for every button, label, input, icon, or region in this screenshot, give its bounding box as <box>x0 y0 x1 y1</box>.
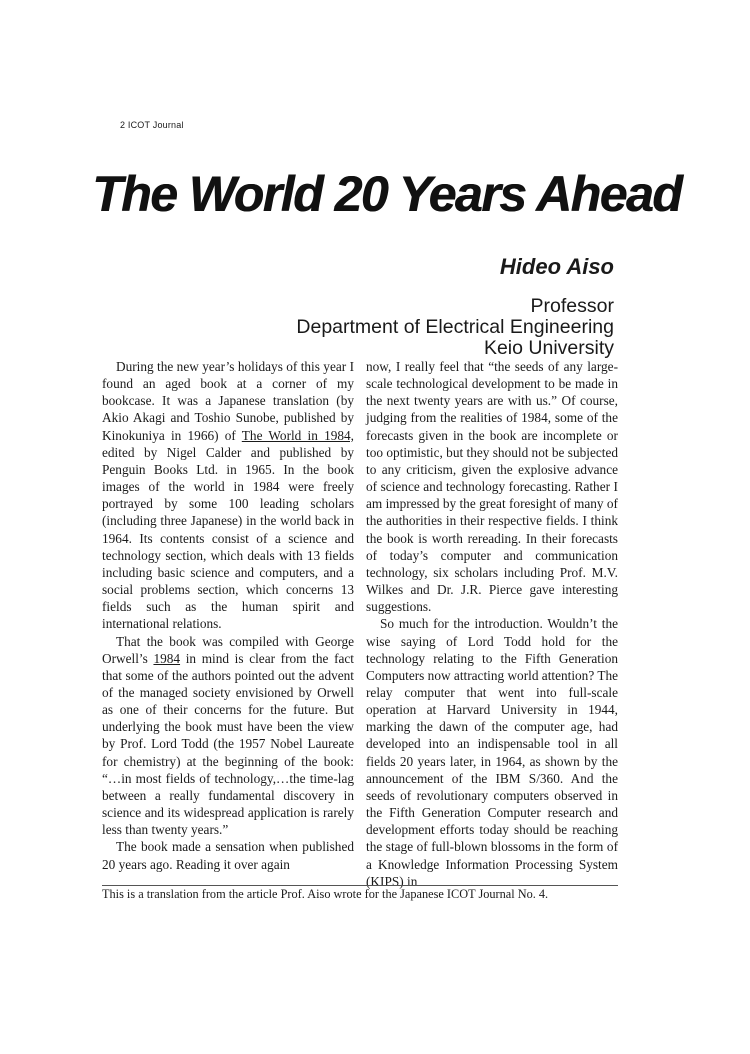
paragraph: So much for the introduction. Wouldn’t the wise saying of Lord Todd hold for the technology relating to the Fifth Generation Computers now attracting world attention? The relay computer that went into full-scale operation at Harvard University in 1944, marking the dawn of the computer age, had developed into an indispensable tool in all fields 20 years later, in 1964, as shown by the announcement of the IBM S/360. And the seeds of revolutionary computers observed in the Fifth Generation Computer research and development efforts today should be reaching the stage of full-blown blossoms in the form of a Knowledge Information Processing System (KIPS) in <box>366 616 618 889</box>
paragraph: The book made a sensation when published 20 years ago. Reading it over again <box>102 839 354 872</box>
book-title: 1984 <box>153 650 181 666</box>
paragraph: That the book was compiled with George Orwell’s 1984 in mind is clear from the fact that some of the authors pointed out the advent of the managed society envisioned by Orwell as one of their concerns for the future. But underlying the book must have been the view by Prof. Lord Todd (the 1957 Nobel Laureate for chemistry) at the beginning of the book: “…in most fields of technology,…the time-lag between a really fundamental discovery in science and its widespread application is rarely less than twenty years.” <box>102 633 354 838</box>
footnote: This is a translation from the article Prof. Aiso wrote for the Japanese ICOT Journal No. 4. <box>102 887 549 901</box>
body-column-left <box>102 358 354 873</box>
author-position: Professor <box>530 295 614 317</box>
paragraph: During the new year’s holidays of this year I found an aged book at a corner of my bookcase. It was a Japanese translation (by Akio Akagi and Toshio Sunobe, published by Kinokuniya in 1966) of The World in 1984, edited by Nigel Calder and published by Penguin Books Ltd. in 1965. In the book images of the world in 1984 were freely portrayed by some 100 leading scholars (including three Japanese) in the world back in 1964. Its contents consist of a science and technology section, which deals with 13 fields including basic science and computers, and a social problems section, which concerns 13 fields such as the human spirit and international relations. <box>102 359 354 632</box>
author-university: Keio University <box>483 337 614 359</box>
article-title: The World 20 Years Ahead <box>92 166 682 222</box>
author-department: Department of Electrical Engineering <box>296 316 614 338</box>
book-title: The World in 1984, <box>241 427 354 443</box>
paragraph-continued: now, I really feel that “the seeds of any large-scale technological development to be made in the next twenty years are with us.” Of course, judging from the realities of 1984, some of the forecasts given in the book are incomplete or too optimistic, but they should not be subjected to any criticism, given the explosive advance of science and technology forecasting. Rather I am impressed by the great foresight of many of the authorities in their respective fields. I think the book is worth rereading. In their forecasts of today’s computer and communication technology, six scholars including Prof. M.V. Wilkes and Dr. J.R. Pierce gave interesting suggestions. <box>366 359 618 615</box>
byline <box>296 254 614 359</box>
footnote-rule <box>102 885 618 886</box>
body-column-right <box>366 358 618 890</box>
author-name: Hideo Aiso <box>499 254 614 279</box>
running-head: 2 ICOT Journal <box>120 120 184 130</box>
